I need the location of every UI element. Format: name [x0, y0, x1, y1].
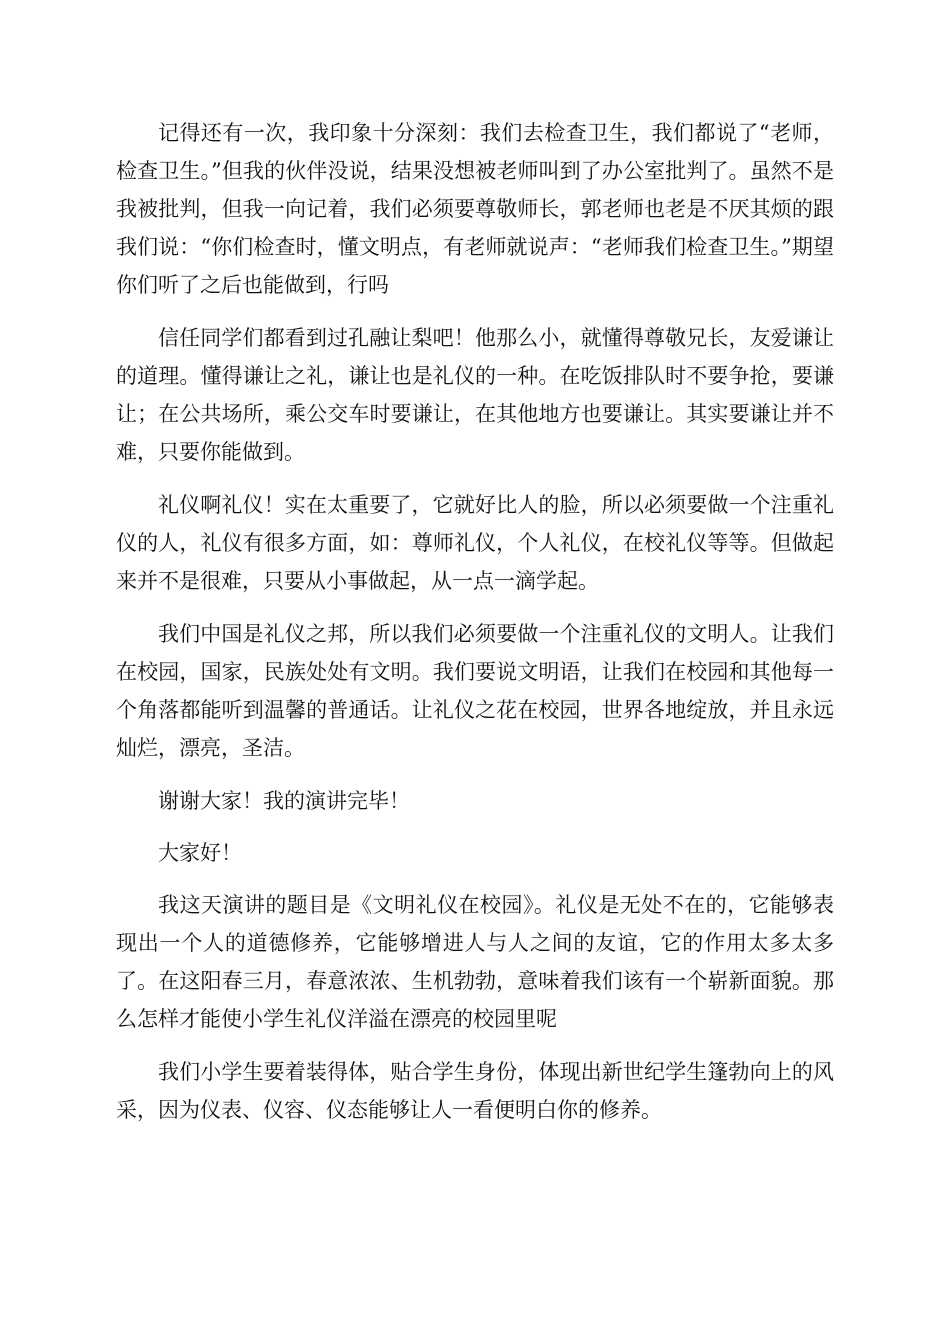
paragraph-3: 礼仪啊礼仪！实在太重要了，它就好比人的脸，所以必须要做一个注重礼仪的人，礼仪有很多方面，如：尊师礼仪，个人礼仪，在校礼仪等等。但做起来并不是很难，只要从小事做起，从一点一滴学起。 [116, 493, 834, 593]
paragraph-5: 谢谢大家！我的演讲完毕！ [158, 789, 410, 813]
paragraph-7: 我这天演讲的题目是《文明礼仪在校园》。礼仪是无处不在的，它能够表现出一个人的道德修养，它能够增进人与人之间的友谊，它的作用太多太多了。在这阳春三月，春意浓浓、生机勃勃，意味着我们该有一个崭新面貌。那么怎样才能使小学生礼仪洋溢在漂亮的校园里呢 [116, 893, 834, 1031]
paragraph-4: 我们中国是礼仪之邦，所以我们必须要做一个注重礼仪的文明人。让我们在校园，国家，民族处处有文明。我们要说文明语，让我们在校园和其他每一个角落都能听到温馨的普通话。让礼仪之花在校园，世界各地绽放，并且永远灿烂，漂亮，圣洁。 [116, 622, 834, 760]
paragraph-6: 大家好！ [158, 841, 242, 865]
paragraph-1: 记得还有一次，我印象十分深刻：我们去检查卫生，我们都说了“老师，检查卫生。”但我的伙伴没说，结果没想被老师叫到了办公室批判了。虽然不是我被批判，但我一向记着，我们必须要尊敬师长，郭老师也老是不厌其烦的跟我们说：“你们检查时，懂文明点，有老师就说声：“老师我们检查卫生。”期望你们听了之后也能做到，行吗 [116, 121, 834, 297]
document-page [116, 114, 834, 1144]
paragraph-8: 我们小学生要着装得体，贴合学生身份，体现出新世纪学生篷勃向上的风采，因为仪表、仪容、仪态能够让人一看便明白你的修养。 [116, 1060, 834, 1122]
paragraph-2: 信任同学们都看到过孔融让梨吧！他那么小，就懂得尊敬兄长，友爱谦让的道理。懂得谦让之礼，谦让也是礼仪的一种。在吃饭排队时不要争抢，要谦让；在公共场所，乘公交车时要谦让，在其他地方也要谦让。其实要谦让并不难，只要你能做到。 [116, 326, 834, 464]
